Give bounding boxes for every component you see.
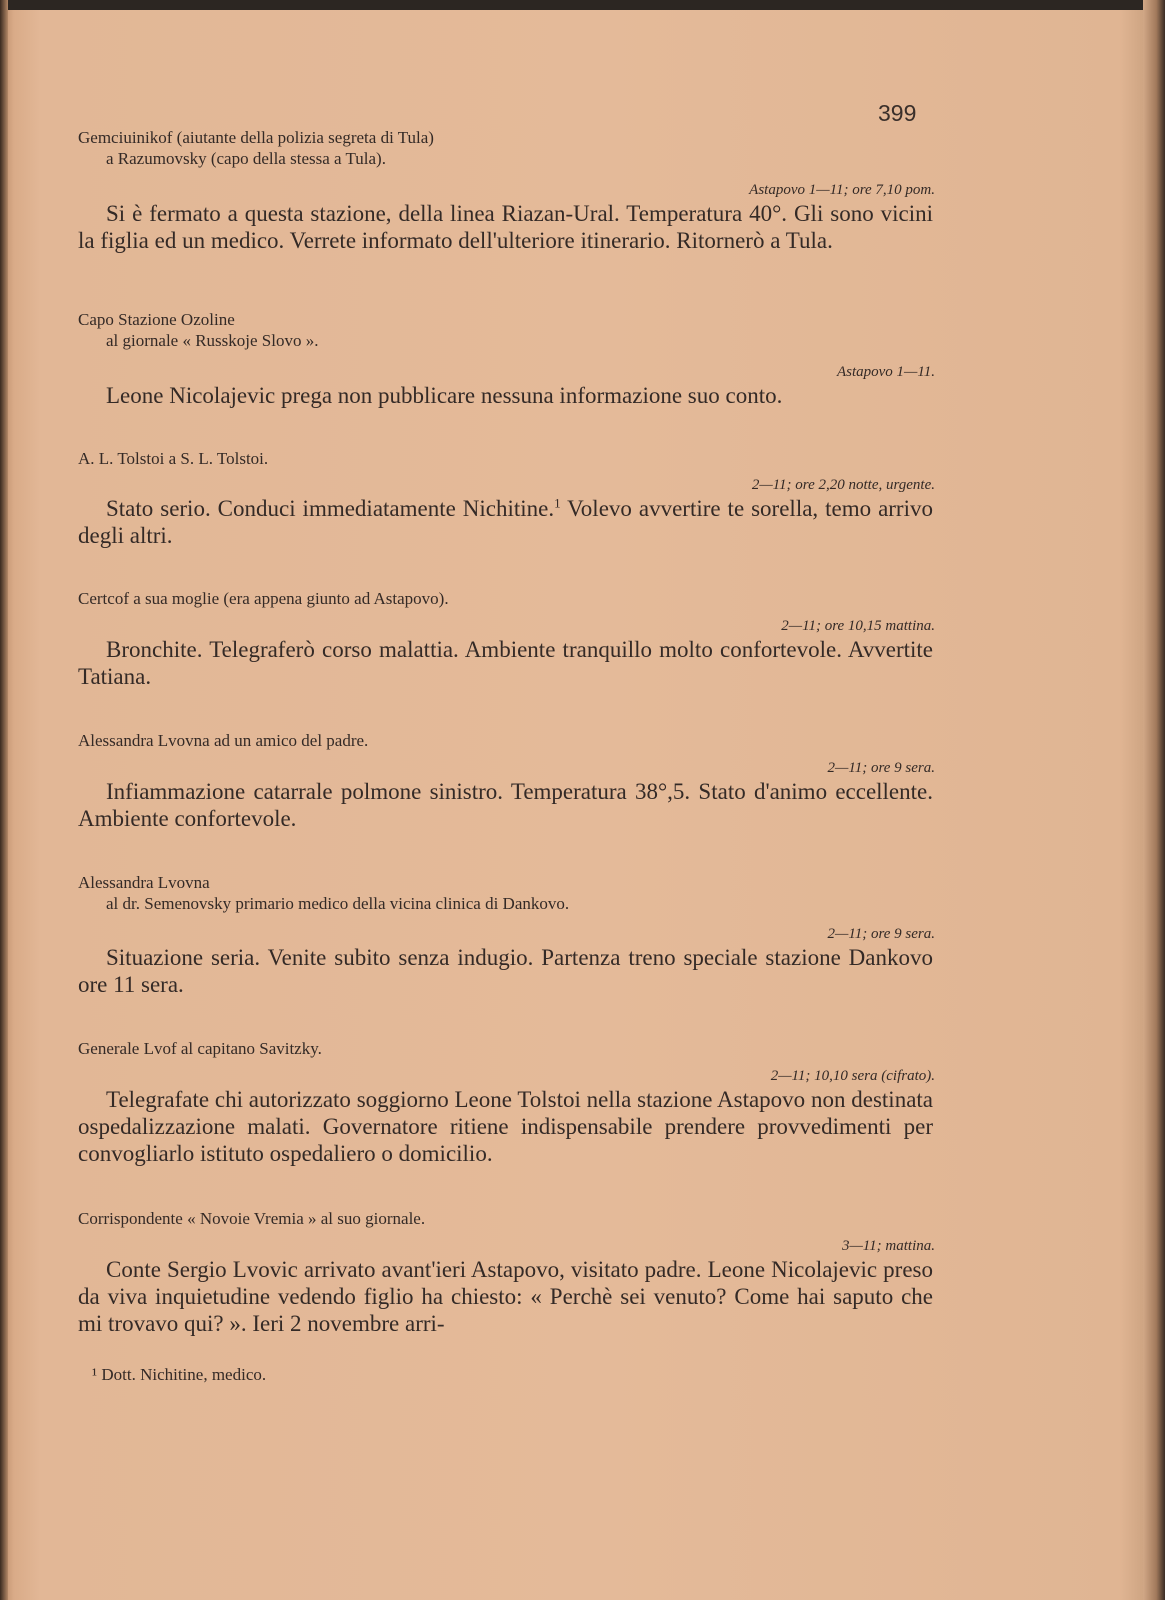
sender-line: A. L. Tolstoi a S. L. Tolstoi. <box>78 449 269 468</box>
telegram-date: 2—11; 10,10 sera (cifrato). <box>770 1068 935 1084</box>
telegram-text-part: Volevo avvertire te sorella, temo arrivo degli altri. <box>78 496 933 548</box>
telegram-header <box>78 588 449 609</box>
recipient-line: al dr. Semenovsky primario medico della vicina clinica di Dankovo. <box>106 894 570 913</box>
telegram-header <box>78 1038 322 1059</box>
page-number: 399 <box>878 100 917 126</box>
telegram-date: 2—11; ore 9 sera. <box>827 760 935 776</box>
sender-line: Corrispondente « Novoie Vremia » al suo giornale. <box>78 1209 426 1228</box>
telegram-text: Telegrafate chi autorizzato soggiorno Leone Tolstoi nella stazione Astapovo non destinata ospedalizzazione malati. Governatore ritiene indispensabile prendere provvedimenti per convogliarlo istituto ospedaliero o domicilio. <box>78 1087 933 1166</box>
footnote-marker: 1 <box>554 495 561 511</box>
recipient-line: a Razumovsky (capo della stessa a Tula). <box>106 149 386 168</box>
telegram-header <box>78 127 434 169</box>
telegram-date: 3—11; mattina. <box>841 1238 935 1254</box>
telegram-text: Leone Nicolajevic prega non pubblicare nessuna informazione suo conto. <box>106 383 783 408</box>
telegram-header <box>78 309 318 351</box>
telegram-date: 2—11; ore 2,20 notte, urgente. <box>751 477 935 493</box>
telegram-header <box>78 448 268 469</box>
telegram-text: Infiammazione catarrale polmone sinistro. Temperatura 38°,5. Stato d'animo eccellente. Ambiente confortevole. <box>78 779 933 831</box>
telegram-text-part: Stato serio. Conduci immediatamente Nichitine. <box>106 496 555 521</box>
sender-line: Alessandra Lvovna ad un amico del padre. <box>78 731 369 750</box>
sender-line: Capo Stazione Ozoline <box>78 310 235 329</box>
telegram-header <box>78 872 569 914</box>
telegram-header <box>78 730 368 751</box>
telegram-header <box>78 1208 425 1229</box>
telegram-text: Si è fermato a questa stazione, della linea Riazan-Ural. Temperatura 40°. Gli sono vicini la figlia ed un medico. Verrete informato dell'ulteriore itinerario. Ritornerò a Tula. <box>78 201 933 253</box>
recipient-line: al giornale « Russkoje Slovo ». <box>106 331 319 350</box>
telegram-date: Astapovo 1—11; ore 7,10 pom. <box>749 182 935 198</box>
telegram-text: Situazione seria. Venite subito senza indugio. Partenza treno speciale stazione Dankovo ore 11 sera. <box>78 945 933 997</box>
telegram-date: 2—11; ore 10,15 mattina. <box>781 618 935 634</box>
telegram-date: Astapovo 1—11. <box>836 364 935 380</box>
telegram-text: Bronchite. Telegraferò corso malattia. Ambiente tranquillo molto confortevole. Avvertite Tatiana. <box>78 637 933 689</box>
sender-line: Generale Lvof al capitano Savitzky. <box>78 1039 322 1058</box>
sender-line: Certcof a sua moglie (era appena giunto ad Astapovo). <box>78 589 449 608</box>
sender-line: Alessandra Lvovna <box>78 873 210 892</box>
footnote: ¹ Dott. Nichitine, medico. <box>92 1365 267 1384</box>
sender-line: Gemciuinikof (aiutante della polizia segreta di Tula) <box>78 128 434 147</box>
telegram-text <box>78 495 933 549</box>
telegram-text: Conte Sergio Lvovic arrivato avant'ieri Astapovo, visitato padre. Leone Nicolajevic preso da viva inquietudine vedendo figlio ha chiesto: « Perchè sei venuto? Come hai saputo che mi trovavo qui? ». Ieri 2 novembre arri- <box>78 1257 933 1336</box>
telegram-date: 2—11; ore 9 sera. <box>827 926 935 942</box>
